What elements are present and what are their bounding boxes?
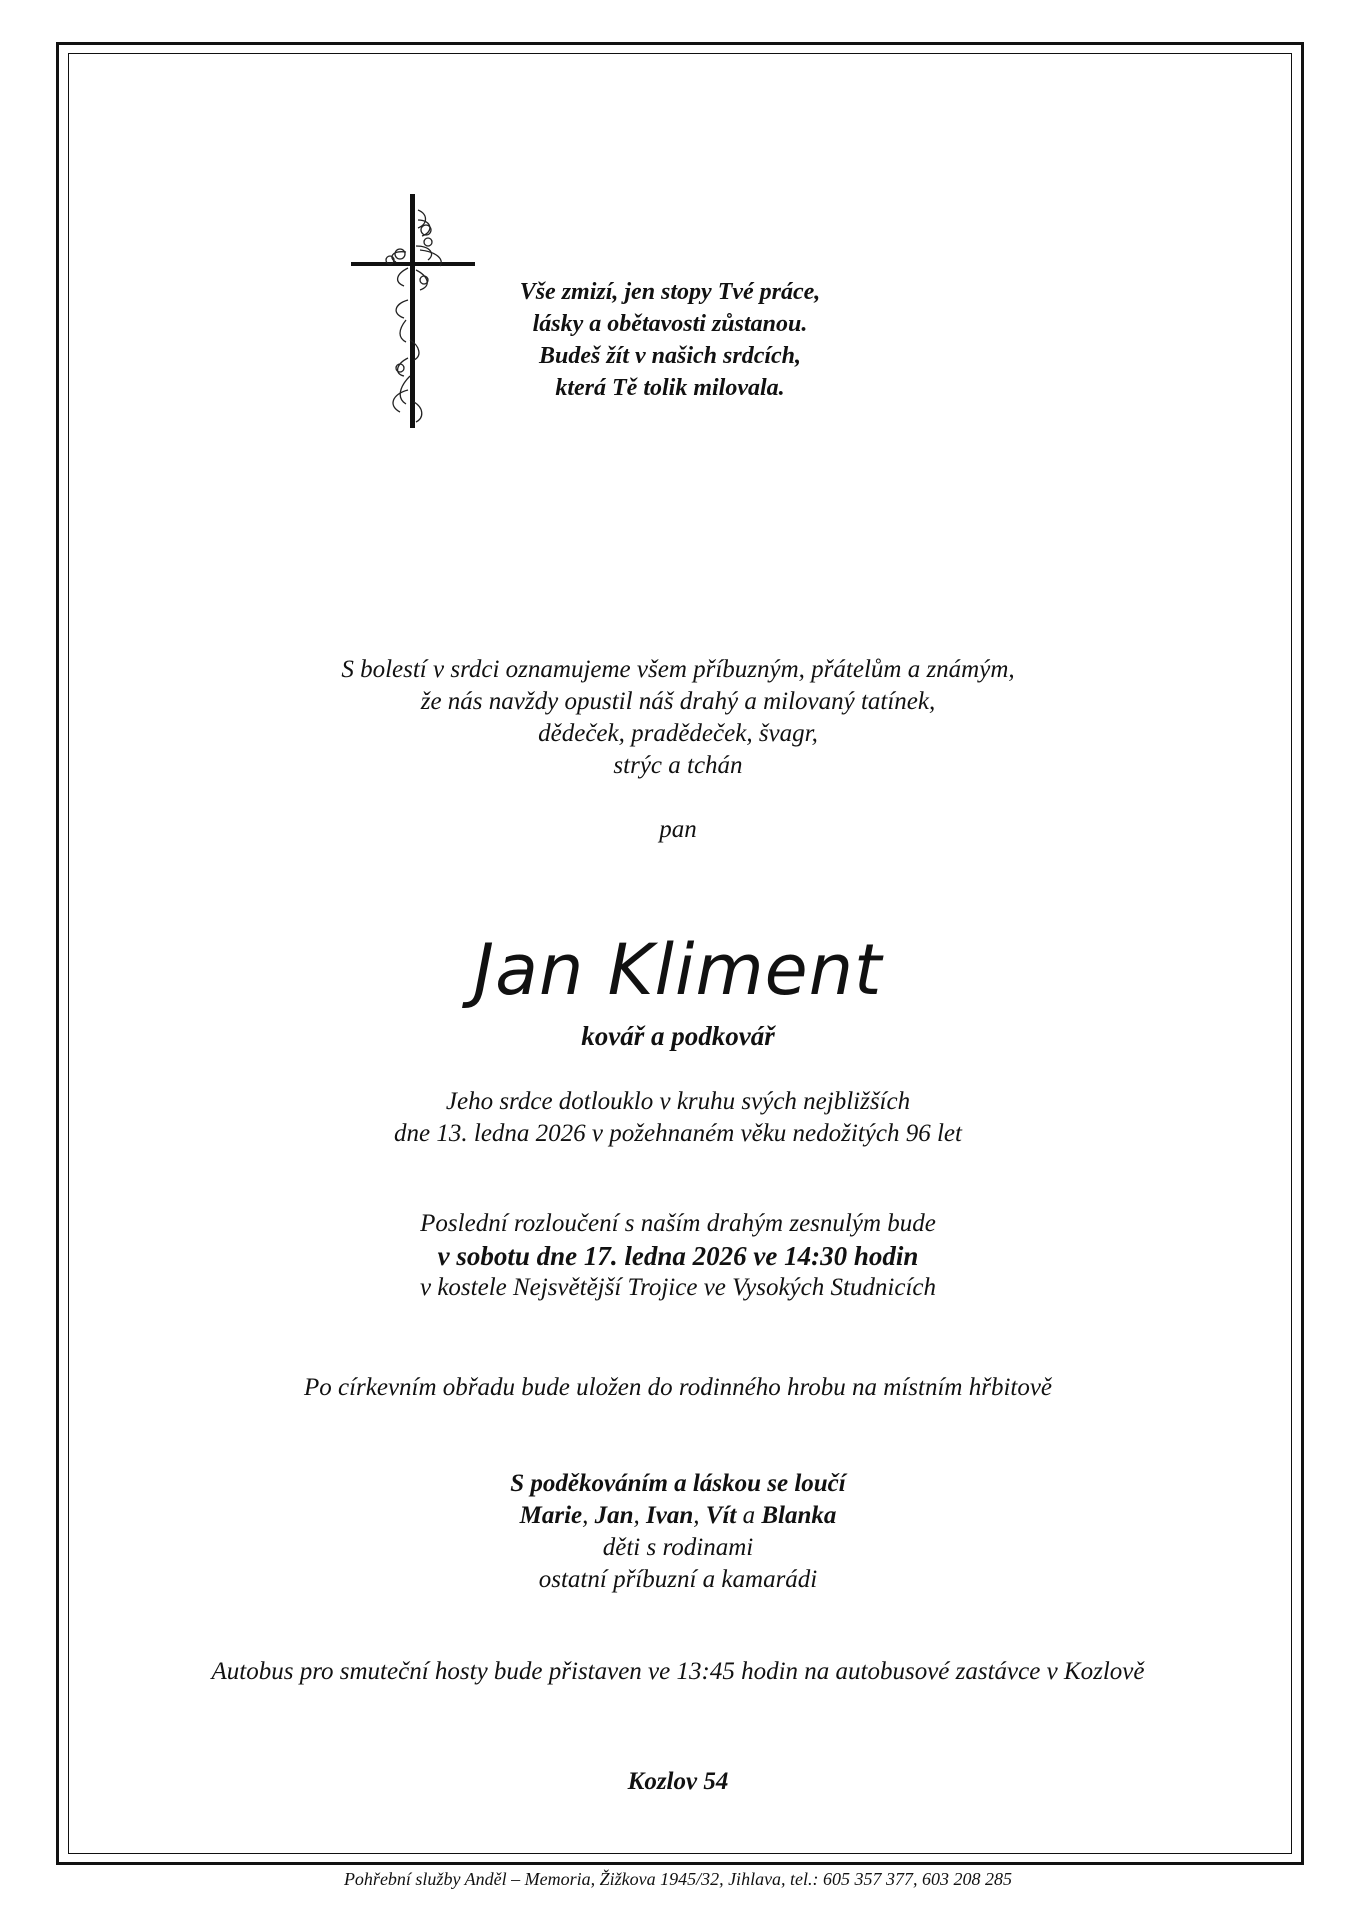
mourners-others: ostatní příbuzní a kamarádi: [538, 1566, 818, 1593]
child-name: Marie: [519, 1502, 583, 1529]
deceased-name: Jan Kliment: [473, 929, 883, 1011]
announcement-text: [120, 654, 1236, 782]
mourners-block: [120, 1468, 1236, 1596]
motto-line: Budeš žít v našich srdcích,: [538, 343, 802, 369]
death-info-line: Jeho srdce dotlouklo v kruhu svých nejbližších: [445, 1088, 911, 1115]
motto-line: Vše zmizí, jen stopy Tvé práce,: [519, 279, 821, 305]
address: Kozlov 54: [627, 1768, 729, 1795]
bus-notice: Autobus pro smuteční hosty bude přistaven ve 13:45 hodin na autobusové zastávce v Kozlově: [211, 1658, 1145, 1685]
name-separator: a: [736, 1502, 762, 1529]
announcement-line: strýc a tchán: [613, 752, 743, 779]
name-separator: ,: [693, 1502, 706, 1529]
announcement-line: že nás navždy opustil náš drahý a milovaný tatínek,: [420, 688, 936, 715]
farewell-info: [120, 1208, 1236, 1304]
child-name: Blanka: [761, 1502, 837, 1529]
honorific: pan: [659, 816, 697, 843]
death-info-line: dne 13. ledna 2026 v požehnaném věku nedožitých 96 let: [394, 1120, 962, 1147]
farewell-place: v kostele Nejsvětější Trojice ve Vysokých Studnicích: [419, 1274, 937, 1301]
motto-verse: [470, 276, 870, 404]
farewell-intro: Poslední rozloučení s naším drahým zesnulým bude: [420, 1210, 936, 1237]
motto-line: lásky a obětavosti zůstanou.: [532, 311, 808, 337]
child-name: Ivan: [646, 1502, 694, 1529]
name-separator: ,: [582, 1502, 595, 1529]
mourners-children-label: děti s rodinami: [602, 1534, 754, 1561]
announcement-line: S bolestí v srdci oznamujeme všem příbuzným, přátelům a známým,: [341, 656, 1015, 683]
motto-line: která Tě tolik milovala.: [555, 375, 785, 401]
announcement-line: dědeček, pradědeček, švagr,: [538, 720, 818, 747]
mourners-heading: S poděkováním a láskou se loučí: [510, 1470, 846, 1497]
death-info: [120, 1086, 1236, 1150]
deceased-occupation: kovář a podkovář: [581, 1021, 775, 1051]
child-name: Jan: [594, 1502, 634, 1529]
funeral-service-footer: Pohřební služby Anděl – Memoria, Žižkova 1945/32, Jihlava, tel.: 605 357 377, 603 208 285: [343, 1869, 1013, 1889]
name-separator: ,: [633, 1502, 647, 1529]
mourners-children-names: [120, 1500, 1236, 1532]
child-name: Vít: [705, 1502, 737, 1529]
farewell-datetime: v sobotu dne 17. ledna 2026 ve 14:30 hodin: [437, 1241, 919, 1271]
floral-cross-icon: [348, 190, 478, 430]
burial-info: Po církevním obřadu bude uložen do rodinného hrobu na místním hřbitově: [303, 1374, 1053, 1401]
